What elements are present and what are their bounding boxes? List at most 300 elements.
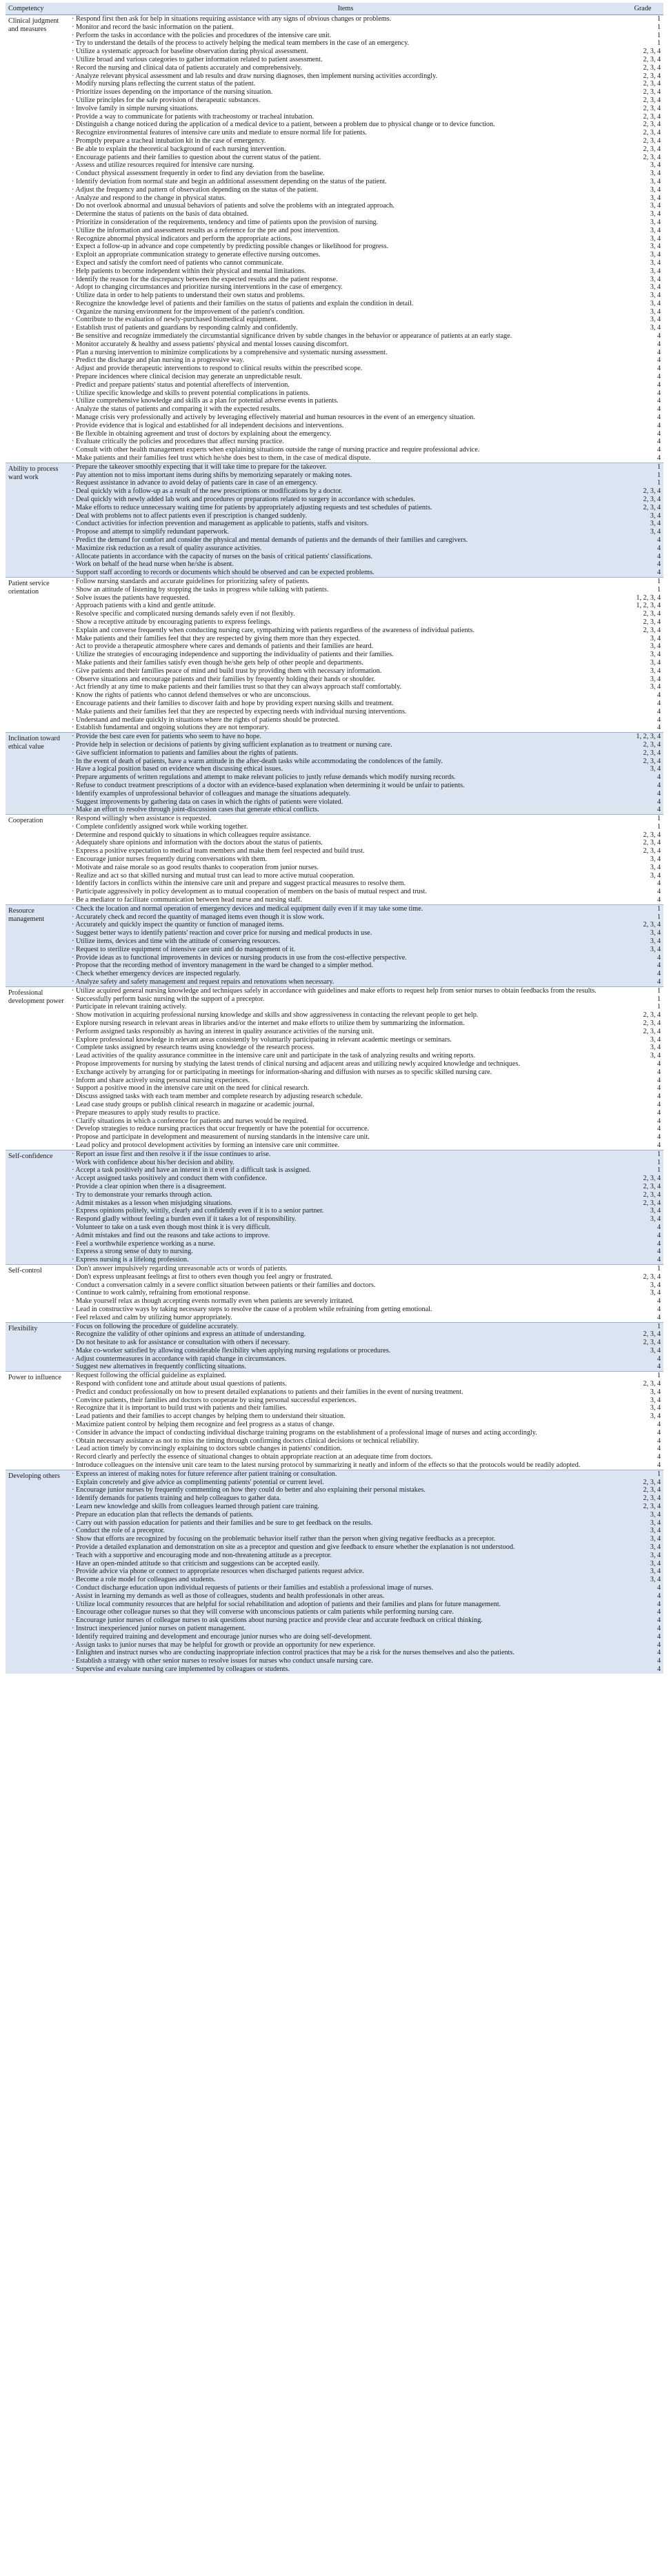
item-text: · Explore nursing research in relevant areas in libraries and/or the internet and make efforts to utilize them by summarizing the information. — [69, 1020, 622, 1028]
item-grade: 4 — [622, 1256, 663, 1264]
table-row — [6, 758, 663, 766]
item-grade: 4 — [622, 1232, 663, 1240]
table-row — [6, 1125, 663, 1133]
table-row — [6, 1150, 663, 1158]
table-row — [6, 872, 663, 880]
table-row — [6, 815, 663, 823]
item-text: · Make co-worker satisfied by allowing considerable flexibility when applying nursing regulations or procedures. — [69, 1347, 622, 1355]
item-grade: 3, 4 — [622, 642, 663, 651]
item-grade: 4 — [622, 1445, 663, 1453]
table-row — [6, 888, 663, 896]
item-grade: 3, 4 — [622, 1052, 663, 1060]
item-grade: 1 — [622, 577, 663, 585]
item-grade: 1 — [622, 995, 663, 1004]
item-grade: 4 — [622, 724, 663, 732]
item-grade: 1 — [622, 1372, 663, 1380]
competency-name: Self-control — [6, 1264, 69, 1322]
item-text: · Accurately check and record the quantity of managed items even though it is slow work. — [69, 913, 622, 922]
item-text: · Prepare the takeover smoothly expecting that it will take time to prepare for the takeover. — [69, 463, 622, 471]
table-row — [6, 569, 663, 577]
item-text: · Pay attention not to miss important items during shifts by memorizing separately or making notes. — [69, 471, 622, 480]
item-grade: 2, 3, 4 — [622, 1020, 663, 1028]
competency-name: Clinical judgment and measures — [6, 15, 69, 463]
item-text: · Adequately share opinions and information with the doctors about the status of patients. — [69, 839, 622, 847]
item-text: · Assess and utilize resources required for intensive care nursing. — [69, 161, 622, 170]
competency-table — [6, 3, 663, 1674]
table-row — [6, 194, 663, 203]
table-row — [6, 243, 663, 251]
table-row — [6, 1412, 663, 1421]
item-grade: 3, 4 — [622, 283, 663, 292]
item-grade: 3, 4 — [622, 300, 663, 308]
item-grade: 4 — [622, 1421, 663, 1429]
table-row — [6, 1077, 663, 1085]
item-grade: 3, 4 — [622, 937, 663, 946]
item-grade: 4 — [622, 397, 663, 405]
item-text: · Propose that the recording method of inventory management in the ward be changed to a simpler method. — [69, 962, 622, 970]
table-row — [6, 300, 663, 308]
table-row — [6, 610, 663, 618]
item-text: · Complete confidently assigned work while working together. — [69, 823, 622, 831]
table-row — [6, 1101, 663, 1109]
item-text: · Support a positive mood in the intensive care unit on the need for clinical research. — [69, 1084, 622, 1093]
table-row — [6, 1020, 663, 1028]
item-grade: 2, 3, 4 — [622, 97, 663, 105]
item-grade: 3, 4 — [622, 946, 663, 954]
item-grade: 3, 4 — [622, 1347, 663, 1355]
table-row — [6, 683, 663, 691]
competency-name: Developing others — [6, 1470, 69, 1673]
item-text: · Prepare incidences where clinical decision may generate an unpredictable result. — [69, 373, 622, 381]
table-row — [6, 1535, 663, 1543]
item-text: · Exploit an appropriate communication strategy to generate effective nursing outcomes. — [69, 251, 622, 259]
table-row — [6, 618, 663, 627]
item-text: · Participate aggressively in policy development as to mutual cooperation of members on the basis of mutual respect and trust. — [69, 888, 622, 896]
table-row — [6, 23, 663, 32]
item-grade: 2, 3, 4 — [622, 1199, 663, 1208]
table-row — [6, 1372, 663, 1380]
table-row — [6, 1665, 663, 1674]
item-grade: 4 — [622, 1068, 663, 1077]
item-grade: 3, 4 — [622, 324, 663, 332]
table-row — [6, 332, 663, 341]
table-row — [6, 1479, 663, 1487]
item-text: · Focus on following the procedure of guideline accurately. — [69, 1322, 622, 1330]
item-grade: 3, 4 — [622, 316, 663, 324]
item-text: · Exchange actively by arranging for or participating in meetings for information-sharing and diffusion with nurses as to specific skilled nursing care. — [69, 1068, 622, 1077]
table-row — [6, 1511, 663, 1519]
item-text: · Conduct activities for infection prevention and management as applicable to patients, staffs and visitors. — [69, 520, 622, 528]
item-text: · Obtain necessary assistance as not to miss the timing through confirming doctors clinical decisions or technical reliability. — [69, 1437, 622, 1446]
item-text: · Request following the official guideline as explained. — [69, 1372, 622, 1380]
table-row — [6, 389, 663, 398]
item-grade: 4 — [622, 1125, 663, 1133]
item-text: · Utilize specific knowledge and skills to prevent potential complications in patients. — [69, 389, 622, 398]
item-text: · Express nursing is a lifelong profession. — [69, 1256, 622, 1264]
item-grade: 4 — [622, 422, 663, 430]
item-grade: 3, 4 — [622, 292, 663, 300]
item-grade: 4 — [622, 880, 663, 888]
item-text: · Have a logical position based on evidence when discussing ethical issues. — [69, 765, 622, 773]
table-row — [6, 1052, 663, 1060]
item-text: · Analyze relevant physical assessment and lab results and draw nursing diagnoses, then implement nursing activities accordingly. — [69, 72, 622, 81]
item-text: · Prioritize issues depending on the importance of the nursing situation. — [69, 88, 622, 97]
item-text: · Conduct a conversation calmly in a severe conflict situation between patients or their families and doctors. — [69, 1281, 622, 1290]
table-row — [6, 1568, 663, 1576]
item-grade: 1 — [622, 913, 663, 922]
competency-name: Patient service orientation — [6, 577, 69, 732]
item-text: · Show that efforts are recognized by focusing on the problematic behavior itself rather than the person when giving negative feedbacks as a preceptor. — [69, 1535, 622, 1543]
item-grade: 3, 4 — [622, 1388, 663, 1397]
item-text: · Accept a task positively and have an interest in it even if a difficult task is assigned. — [69, 1166, 622, 1175]
item-text: · Propose and attempt to simplify redundant paperwork. — [69, 528, 622, 536]
item-grade: 3, 4 — [622, 635, 663, 643]
item-grade: 3, 4 — [622, 235, 663, 243]
item-grade: 3, 4 — [622, 1281, 663, 1290]
item-grade: 3, 4 — [622, 1560, 663, 1568]
item-text: · Make patients and their families satisfy even though he/she gets help of other people and departments. — [69, 659, 622, 667]
item-grade: 2, 3, 4 — [622, 105, 663, 113]
item-grade: 4 — [622, 438, 663, 446]
table-row — [6, 1240, 663, 1248]
item-grade: 4 — [622, 1355, 663, 1363]
header-competency: Competency — [6, 3, 69, 15]
item-grade: 4 — [622, 1133, 663, 1142]
item-grade: 2, 3, 4 — [622, 56, 663, 64]
table-row — [6, 1503, 663, 1511]
item-text: · Utilize broad and various categories to gather information related to patient assessment. — [69, 56, 622, 64]
item-text: · Recognize the knowledge level of patients and their families on the status of patients and explain the condition in detail. — [69, 300, 622, 308]
item-text: · Refuse to conduct treatment prescriptions of a doctor with an evidence-based explanation when determining it would be unfair to patients. — [69, 782, 622, 790]
item-text: · Lead patients and their families to accept changes by helping them to understand their situation. — [69, 1412, 622, 1421]
table-row — [6, 970, 663, 978]
table-row — [6, 1380, 663, 1388]
table-row — [6, 356, 663, 365]
item-grade: 4 — [622, 1363, 663, 1371]
item-text: · Make yourself relax as though accepting events normally even when patients are severely irritated. — [69, 1297, 622, 1306]
table-row — [6, 602, 663, 610]
item-text: · Suggest improvements by gathering data on cases in which the rights of patients were violated. — [69, 798, 622, 807]
item-text: · Conduct discharge education upon individual requests of patients or their families and establish a professional image of nurses. — [69, 1584, 622, 1592]
item-text: · Clarify situations in which a conference for patients and nurses would be required. — [69, 1117, 622, 1126]
table-row — [6, 1068, 663, 1077]
table-row — [6, 1494, 663, 1503]
item-text: · Provide ideas as to functional improvements in devices or nursing products in use from the cost-effective perspective. — [69, 954, 622, 962]
table-row — [6, 929, 663, 937]
table-row — [6, 105, 663, 113]
item-text: · Lead activities of the quality assurance committee in the intensive care unit and participate in the task of analyzing results and writing reports. — [69, 1052, 622, 1060]
table-row — [6, 954, 663, 962]
item-grade: 3, 4 — [622, 1215, 663, 1224]
item-grade: 2, 3, 4 — [622, 1175, 663, 1183]
item-text: · Recognize abnormal physical indicators and perform the appropriate actions. — [69, 235, 622, 243]
item-text: · Suggest better ways to identify patients' reaction and cover price for nursing and medical products in use. — [69, 929, 622, 937]
table-row — [6, 72, 663, 81]
item-grade: 3, 4 — [622, 512, 663, 520]
item-grade: 2, 3, 4 — [622, 1273, 663, 1281]
item-grade: 4 — [622, 1592, 663, 1601]
item-grade: 4 — [622, 430, 663, 438]
item-text: · Complete tasks assigned by research teams using knowledge of the research process. — [69, 1044, 622, 1052]
item-grade: 4 — [622, 332, 663, 341]
item-grade: 1 — [622, 1150, 663, 1158]
item-text: · Determine the status of patients on the basis of data obtained. — [69, 210, 622, 219]
item-grade: 2, 3, 4 — [622, 618, 663, 627]
item-text: · Know the rights of patients who cannot defend themselves or who are unconscious. — [69, 691, 622, 700]
table-row — [6, 487, 663, 496]
item-text: · Make efforts to reduce unnecessary waiting time for patients by appropriately adjusting requests and test schedules of patients. — [69, 504, 622, 512]
table-row — [6, 1527, 663, 1535]
table-row — [6, 1142, 663, 1150]
item-grade: 4 — [622, 365, 663, 373]
item-grade: 2, 3, 4 — [622, 145, 663, 154]
item-grade: 2, 3, 4 — [622, 72, 663, 81]
table-row — [6, 733, 663, 741]
item-text: · Do not overlook abnormal and unusual behaviors of patients and solve the problems with an integrated approach. — [69, 202, 622, 210]
item-text: · Learn new knowledge and skills from colleagues learned through patient care training. — [69, 1503, 622, 1511]
item-text: · Plan a nursing intervention to minimize complications by a comprehensive and systematic nursing assessment. — [69, 349, 622, 357]
table-row — [6, 1011, 663, 1020]
item-text: · Request assistance in advance to avoid delay of patients care in case of an emergency. — [69, 479, 622, 487]
table-row — [6, 1649, 663, 1657]
table-row — [6, 978, 663, 986]
table-row — [6, 349, 663, 357]
table-row — [6, 749, 663, 758]
item-grade: 1 — [622, 815, 663, 823]
item-grade: 4 — [622, 1077, 663, 1085]
item-grade: 2, 3, 4 — [622, 749, 663, 758]
item-grade: 4 — [622, 454, 663, 463]
item-grade: 3, 4 — [622, 1404, 663, 1412]
item-grade: 3, 4 — [622, 667, 663, 676]
table-row — [6, 1264, 663, 1272]
item-text: · Assist in learning my demands as well as those of colleagues, students and health professionals in other areas. — [69, 1592, 622, 1601]
item-grade: 1 — [622, 586, 663, 594]
item-text: · Show an attitude of listening by stopping the tasks in progress while talking with patients. — [69, 586, 622, 594]
item-grade: 3, 4 — [622, 1511, 663, 1519]
table-row — [6, 186, 663, 194]
item-text: · Successfully perform basic nursing with the support of a preceptor. — [69, 995, 622, 1004]
table-row — [6, 864, 663, 872]
item-text: · Deal quickly with newly added lab work and procedures or preparations related to surgery in accordance with schedules. — [69, 496, 622, 504]
table-row — [6, 422, 663, 430]
item-grade: 1 — [622, 1322, 663, 1330]
item-grade: 2, 3, 4 — [622, 121, 663, 129]
table-row — [6, 512, 663, 520]
item-text: · Involve family in simple nursing situations. — [69, 105, 622, 113]
item-text: · Be sensitive and recognize immediately the circumstantial significance driven by subtle changes in the behavior or appearance of patients at an early stage. — [69, 332, 622, 341]
item-text: · Instruct inexperienced junior nurses on patient management. — [69, 1625, 622, 1633]
item-text: · Inform and share actively using personal nursing experiences. — [69, 1077, 622, 1085]
item-grade: 2, 3, 4 — [622, 847, 663, 855]
item-grade: 2, 3, 4 — [622, 129, 663, 137]
item-text: · Be a mediator to facilitate communication between head nurse and nursing staff. — [69, 896, 622, 904]
item-grade: 4 — [622, 1616, 663, 1625]
item-text: · Expect and satisfy the comfort need of patients who cannot communicate. — [69, 259, 622, 267]
table-row — [6, 308, 663, 316]
table-row — [6, 496, 663, 504]
item-grade: 2, 3, 4 — [622, 1339, 663, 1347]
competency-name: Flexibility — [6, 1322, 69, 1372]
competency-name: Self-confidence — [6, 1150, 69, 1264]
table-row — [6, 1633, 663, 1641]
item-grade: 4 — [622, 1109, 663, 1117]
item-text: · Determine and respond quickly to situations in which colleagues require assistance. — [69, 831, 622, 840]
item-grade: 4 — [622, 970, 663, 978]
table-row — [6, 454, 663, 463]
item-grade: 3, 4 — [622, 243, 663, 251]
item-text: · Carry out with passion education for patients and their families and be sure to get feedback on the results. — [69, 1519, 622, 1528]
table-row — [6, 1306, 663, 1314]
item-text: · Make patients and their families feel that they are respected by expecting needs with individual nursing interventions. — [69, 708, 622, 716]
table-row — [6, 381, 663, 389]
item-text: · Express opinions politely, wittily, clearly and confidently even if it is to a senior partner. — [69, 1207, 622, 1215]
table-row — [6, 642, 663, 651]
item-grade: 2, 3, 4 — [622, 1380, 663, 1388]
item-text: · Prepare arguments of written regulations and attempt to make relevant policies to justly refuse demands which modify nursing records. — [69, 773, 622, 782]
table-row — [6, 1347, 663, 1355]
item-text: · Check whether emergency devices are inspected regularly. — [69, 970, 622, 978]
item-grade: 4 — [622, 446, 663, 454]
item-grade: 2, 3, 4 — [622, 921, 663, 929]
item-grade: 3, 4 — [622, 1519, 663, 1528]
item-text: · Utilize comprehensive knowledge and skills as a plan for potential adverse events in patients. — [69, 397, 622, 405]
item-text: · Monitor and record the basic information on the patient. — [69, 23, 622, 32]
item-text: · Accept assigned tasks positively and conduct them with confidence. — [69, 1175, 622, 1183]
table-row — [6, 1461, 663, 1470]
item-grade: 4 — [622, 1601, 663, 1609]
item-grade: 4 — [622, 1649, 663, 1657]
item-text: · Provide the best care even for patients who seem to have no hope. — [69, 733, 622, 741]
item-text: · Allocate patients in accordance with the capacity of nurses on the basis of critical patients' classifications. — [69, 553, 622, 561]
item-text: · Request to sterilize equipment of intensive care unit and do management of it. — [69, 946, 622, 954]
table-row — [6, 219, 663, 227]
table-row — [6, 1273, 663, 1281]
item-text: · Utilize items, devices and time with the attitude of conserving resources. — [69, 937, 622, 946]
item-text: · Contribute to the evaluation of newly-purchased biomedical equipment. — [69, 316, 622, 324]
item-grade: 4 — [622, 1240, 663, 1248]
item-text: · Provide a way to communicate for patients with tracheostomy or tracheal intubation. — [69, 113, 622, 121]
item-grade: 2, 3, 4 — [622, 741, 663, 749]
item-grade: 2, 3, 4 — [622, 1191, 663, 1199]
item-grade: 3, 4 — [622, 1207, 663, 1215]
item-text: · Utilize the information and assessment results as a reference for the pre and post intervention. — [69, 227, 622, 235]
table-row — [6, 806, 663, 814]
item-grade: 2, 3, 4 — [622, 1503, 663, 1511]
table-row — [6, 1322, 663, 1330]
item-text: · Work on behalf of the head nurse when he/she is absent. — [69, 560, 622, 569]
table-row — [6, 113, 663, 121]
item-text: · Provide a clear opinion when there is a disagreement. — [69, 1183, 622, 1191]
table-row — [6, 137, 663, 145]
item-text: · Identify factors in conflicts within the intensive care unit and prepare and suggest practical measures to resolve them. — [69, 880, 622, 888]
table-row — [6, 1166, 663, 1175]
table-row — [6, 1028, 663, 1036]
item-text: · Teach with a supportive and encouraging mode and non-threatening attitude as a preceptor. — [69, 1552, 622, 1560]
item-text: · Understand and mediate quickly in situations where the rights of patients should be protected. — [69, 716, 622, 724]
item-text: · Enlighten and instruct nurses who are conducting inappropriate infection control practices that may be a risk for the nurses themselves and also the patients. — [69, 1649, 622, 1657]
table-row — [6, 1093, 663, 1101]
item-text: · Express a strong sense of duty to nursing. — [69, 1248, 622, 1256]
item-grade: 4 — [622, 389, 663, 398]
item-text: · Accurately and quickly inspect the quantity or function of managed items. — [69, 921, 622, 929]
table-row — [6, 798, 663, 807]
item-grade: 4 — [622, 962, 663, 970]
table-row — [6, 1552, 663, 1560]
item-grade: 1 — [622, 1003, 663, 1011]
item-grade: 4 — [622, 790, 663, 798]
table-row — [6, 1388, 663, 1397]
table-row — [6, 839, 663, 847]
item-grade: 4 — [622, 1093, 663, 1101]
item-text: · Predict and prepare patients' status and potential aftereffects of intervention. — [69, 381, 622, 389]
table-row — [6, 1036, 663, 1044]
item-text: · Admit mistakes and find out the reasons and take actions to improve. — [69, 1232, 622, 1240]
item-grade: 2, 3, 4 — [622, 839, 663, 847]
item-grade: 3, 4 — [622, 186, 663, 194]
table-row — [6, 1421, 663, 1429]
item-text: · Distinguish a change noticed during the application of a medical device to a patient, between a problem due to physical change or to device function. — [69, 121, 622, 129]
table-row — [6, 741, 663, 749]
item-grade: 4 — [622, 405, 663, 414]
item-text: · Adjust countermeasures in accordance with rapid change in circumstances. — [69, 1355, 622, 1363]
table-row — [6, 1363, 663, 1371]
item-text: · Explain concretely and give advice as complimenting patients' potential or current level. — [69, 1479, 622, 1487]
item-grade: 2, 3, 4 — [622, 137, 663, 145]
table-row — [6, 913, 663, 922]
item-text: · Continue to work calmly, refraining from emotional response. — [69, 1289, 622, 1297]
table-row — [6, 594, 663, 602]
item-grade: 3, 4 — [622, 161, 663, 170]
item-text: · Don't answer impulsively regarding unreasonable acts or words of patients. — [69, 1264, 622, 1272]
item-grade: 1 — [622, 986, 663, 995]
item-text: · Make patients and their families feel trust which he/she does best to them, in the case of medical dispute. — [69, 454, 622, 463]
table-row — [6, 995, 663, 1004]
table-row — [6, 921, 663, 929]
item-grade: 2, 3, 4 — [622, 88, 663, 97]
item-text: · Work with confidence about his/her decision and ability. — [69, 1159, 622, 1167]
item-text: · Lead in constructive ways by taking necessary steps to resolve the cause of a problem while refraining from getting emotional. — [69, 1306, 622, 1314]
item-grade: 3, 4 — [622, 864, 663, 872]
item-grade: 3, 4 — [622, 1576, 663, 1584]
item-grade: 2, 3, 4 — [622, 504, 663, 512]
table-row — [6, 80, 663, 88]
item-text: · Lead policy and protocol development activities by forming an intensive care unit committee. — [69, 1142, 622, 1150]
table-row — [6, 1297, 663, 1306]
table-row — [6, 651, 663, 659]
item-grade: 2, 3, 4 — [622, 831, 663, 840]
item-grade: 2, 3, 4 — [622, 496, 663, 504]
table-row — [6, 847, 663, 855]
item-grade: 1 — [622, 823, 663, 831]
table-row — [6, 577, 663, 585]
table-row — [6, 324, 663, 332]
item-text: · Maximize risk reduction as a result of quality assurance activities. — [69, 545, 622, 553]
item-text: · Identify demands for patients training and help colleagues to gather data. — [69, 1494, 622, 1503]
item-text: · Deal quickly with a follow-up as a result of the new prescriptions or modifications by a doctor. — [69, 487, 622, 496]
table-row — [6, 210, 663, 219]
table-row — [6, 962, 663, 970]
item-text: · Identify required training and development and encourage junior nurses who are doing self-development. — [69, 1633, 622, 1641]
item-text: · Introduce colleagues on the intensive unit care team to the latest nursing protocol by summarizing it neatly and inform of the effects so that the protocols would be readily adopted. — [69, 1461, 622, 1470]
table-row — [6, 397, 663, 405]
item-text: · Provide evidence that is logical and established for all independent decisions and interventions. — [69, 422, 622, 430]
table-row — [6, 724, 663, 732]
table-row — [6, 446, 663, 454]
item-text: · Perform the tasks in accordance with the policies and procedures of the intensive care unit. — [69, 32, 622, 40]
item-grade: 4 — [622, 1453, 663, 1461]
competency-table-wrapper — [6, 3, 663, 1674]
